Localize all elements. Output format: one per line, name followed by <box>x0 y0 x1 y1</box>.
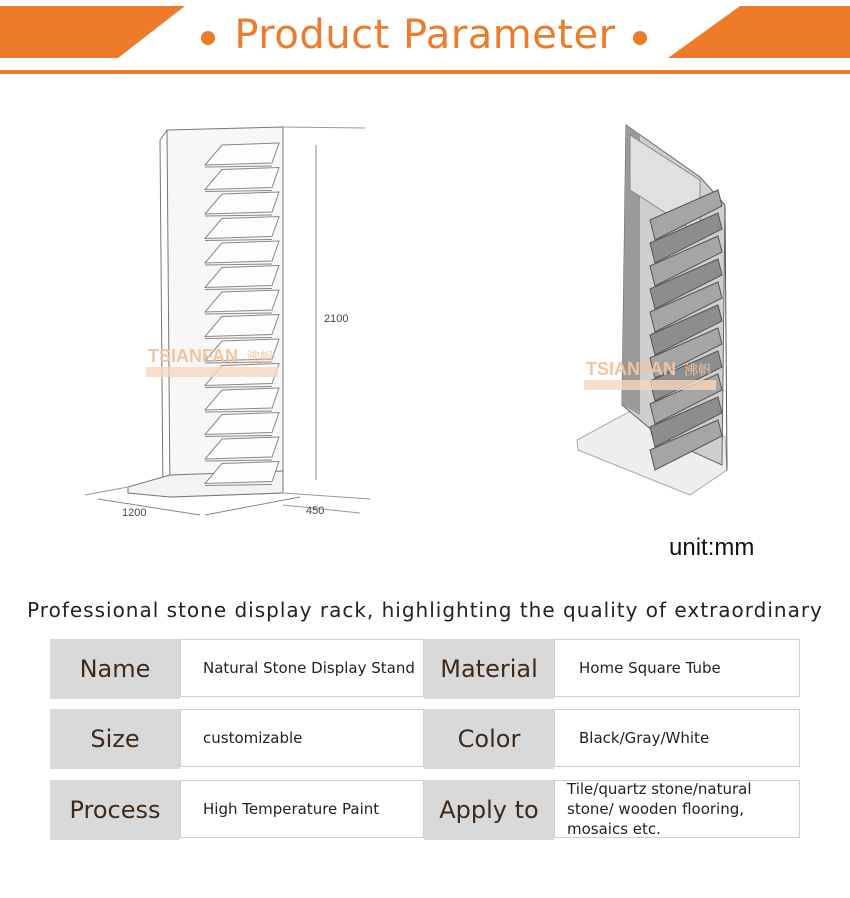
spec-label: Size <box>50 709 180 769</box>
spec-label: Apply to <box>424 780 554 840</box>
unit-label: unit:mm <box>669 534 755 561</box>
watermark-brand-right: TSIANFAN <box>586 359 676 379</box>
spec-value: Natural Stone Display Stand <box>180 639 424 697</box>
slogan: Professional stone display rack, highlighting the quality of extraordinary <box>27 598 823 622</box>
product-figure <box>0 95 850 535</box>
spec-row <box>50 639 800 699</box>
watermark-brand-cn: 沸帆 <box>246 350 274 366</box>
spec-label: Process <box>50 780 180 840</box>
spec-value: Home Square Tube <box>554 639 800 697</box>
spec-row <box>50 780 800 840</box>
spec-row <box>50 709 800 769</box>
svg-text:沸帆: 沸帆 <box>684 363 712 379</box>
product-drawing <box>0 95 850 535</box>
spec-value: Black/Gray/White <box>554 709 800 767</box>
dimension-width: 1200 <box>122 507 147 519</box>
title-bullet-right <box>633 31 647 45</box>
spec-label: Material <box>424 639 554 699</box>
spec-label: Color <box>424 709 554 769</box>
dimension-height: 2100 <box>324 313 349 325</box>
watermark-brand: TSIANFAN <box>148 346 238 366</box>
dimension-depth: 450 <box>306 505 325 517</box>
header-banner <box>0 0 850 78</box>
perspective-render <box>577 125 727 495</box>
spec-value: customizable <box>180 709 424 767</box>
spec-value: High Temperature Paint <box>180 780 424 838</box>
page-title: Product Parameter <box>234 12 616 58</box>
spec-value: Tile/quartz stone/natural stone/ wooden flooring, mosaics etc. <box>554 780 800 838</box>
spec-label: Name <box>50 639 180 699</box>
